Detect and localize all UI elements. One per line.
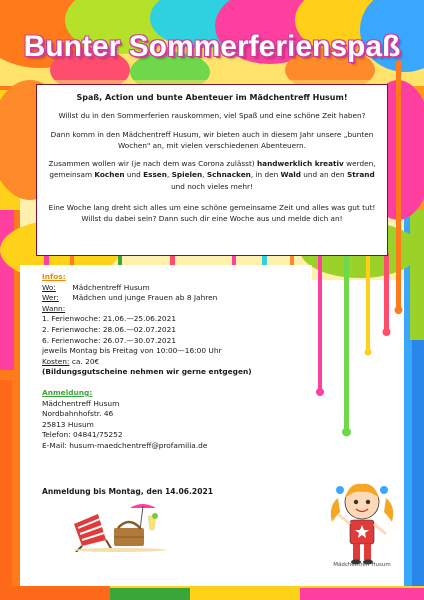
activity-schnacken: Schnacken bbox=[206, 170, 251, 180]
intro-box bbox=[36, 84, 388, 256]
times: jeweils Montag bis Freitag von 10:00—16:00 Uhr bbox=[42, 346, 222, 356]
contact-line: 25813 Husum bbox=[42, 419, 94, 429]
intro-p3-text: und an den bbox=[300, 170, 347, 180]
intro-p3-text: , bbox=[166, 170, 172, 180]
intro-heading: Spaß, Action und bunte Abenteuer im Mädchentreff Husum! bbox=[76, 93, 348, 102]
page-title: Bunter Sommerferienspaß bbox=[23, 30, 401, 63]
activity-kochen: Kochen bbox=[94, 170, 125, 180]
wann-label: Wann: bbox=[42, 303, 66, 313]
contact-email[interactable]: E-Mail: husum-maedchentreff@profamilia.de bbox=[42, 440, 208, 450]
activity-essen: Essen bbox=[143, 170, 167, 180]
contact-line: Mädchentreff Husum bbox=[42, 398, 120, 408]
wo-value: Mädchentreff Husum bbox=[72, 282, 150, 292]
week-item: 6. Ferienwoche: 26.07.—30.07.2021 bbox=[42, 335, 177, 345]
contact-line: Telefon: 04841/75252 bbox=[42, 430, 123, 440]
activity-kreativ: handwerklich kreativ bbox=[256, 159, 344, 169]
week-item: 1. Ferienwoche: 21.06.—25.06.2021 bbox=[42, 314, 177, 324]
intro-paragraph-1: Willst du in den Sommerferien rauskommen, viel Spaß und eine schöne Zeit haben? bbox=[58, 111, 366, 121]
wer-label: Wer: bbox=[42, 293, 59, 303]
wer-value: Mädchen und junge Frauen ab 8 Jahren bbox=[72, 293, 218, 303]
intro-p3-text: werden, gemeinsam bbox=[49, 159, 376, 180]
intro-p3-text: , bbox=[202, 170, 207, 180]
beach-chair-illustration bbox=[68, 500, 168, 552]
activity-wald: Wald bbox=[280, 170, 301, 180]
maedchentreff-logo bbox=[322, 478, 402, 570]
intro-p3-text: , in den bbox=[250, 170, 281, 180]
infos-label: Infos: bbox=[42, 272, 66, 281]
activity-strand: Strand bbox=[346, 170, 375, 180]
logo-caption: Mädchentreff Husum bbox=[333, 562, 391, 568]
kosten-label: Kosten: bbox=[42, 356, 70, 366]
wo-label: Wo: bbox=[42, 282, 56, 292]
contact-line: Nordbahnhofstr. 46 bbox=[42, 409, 114, 419]
activity-spielen: Spielen bbox=[171, 170, 203, 180]
anmeldung-label: Anmeldung: bbox=[42, 387, 93, 397]
intro-p3-text: Zusammen wollen wir (je nach dem was Corona zulässt) bbox=[48, 159, 257, 169]
intro-p3-text: und bbox=[124, 170, 144, 180]
intro-paragraph-4: Eine Woche lang dreht sich alles um eine schöne gemeinsame Zeit und alles was gut tut! Willst du dabei sein? Dann such dir eine Woche aus und melde dich an! bbox=[48, 203, 376, 224]
kosten-value: ca. 20€ bbox=[71, 356, 100, 366]
info-section bbox=[42, 272, 282, 452]
intro-paragraph-3 bbox=[45, 158, 379, 192]
week-item: 2. Ferienwoche: 28.06.—02.07.2021 bbox=[42, 324, 177, 334]
intro-paragraph-2: Dann komm in den Mädchentreff Husum, wir bieten auch in diesem Jahr unsere „bunten Wochen" an, mit vielen verschiedenen Abenteuern. bbox=[50, 129, 374, 150]
intro-p3-text: und noch vieles mehr! bbox=[171, 181, 253, 191]
voucher-note: (Bildungsgutscheine nehmen wir gerne entgegen) bbox=[42, 367, 252, 377]
deadline: Anmeldung bis Montag, den 14.06.2021 bbox=[42, 487, 214, 496]
